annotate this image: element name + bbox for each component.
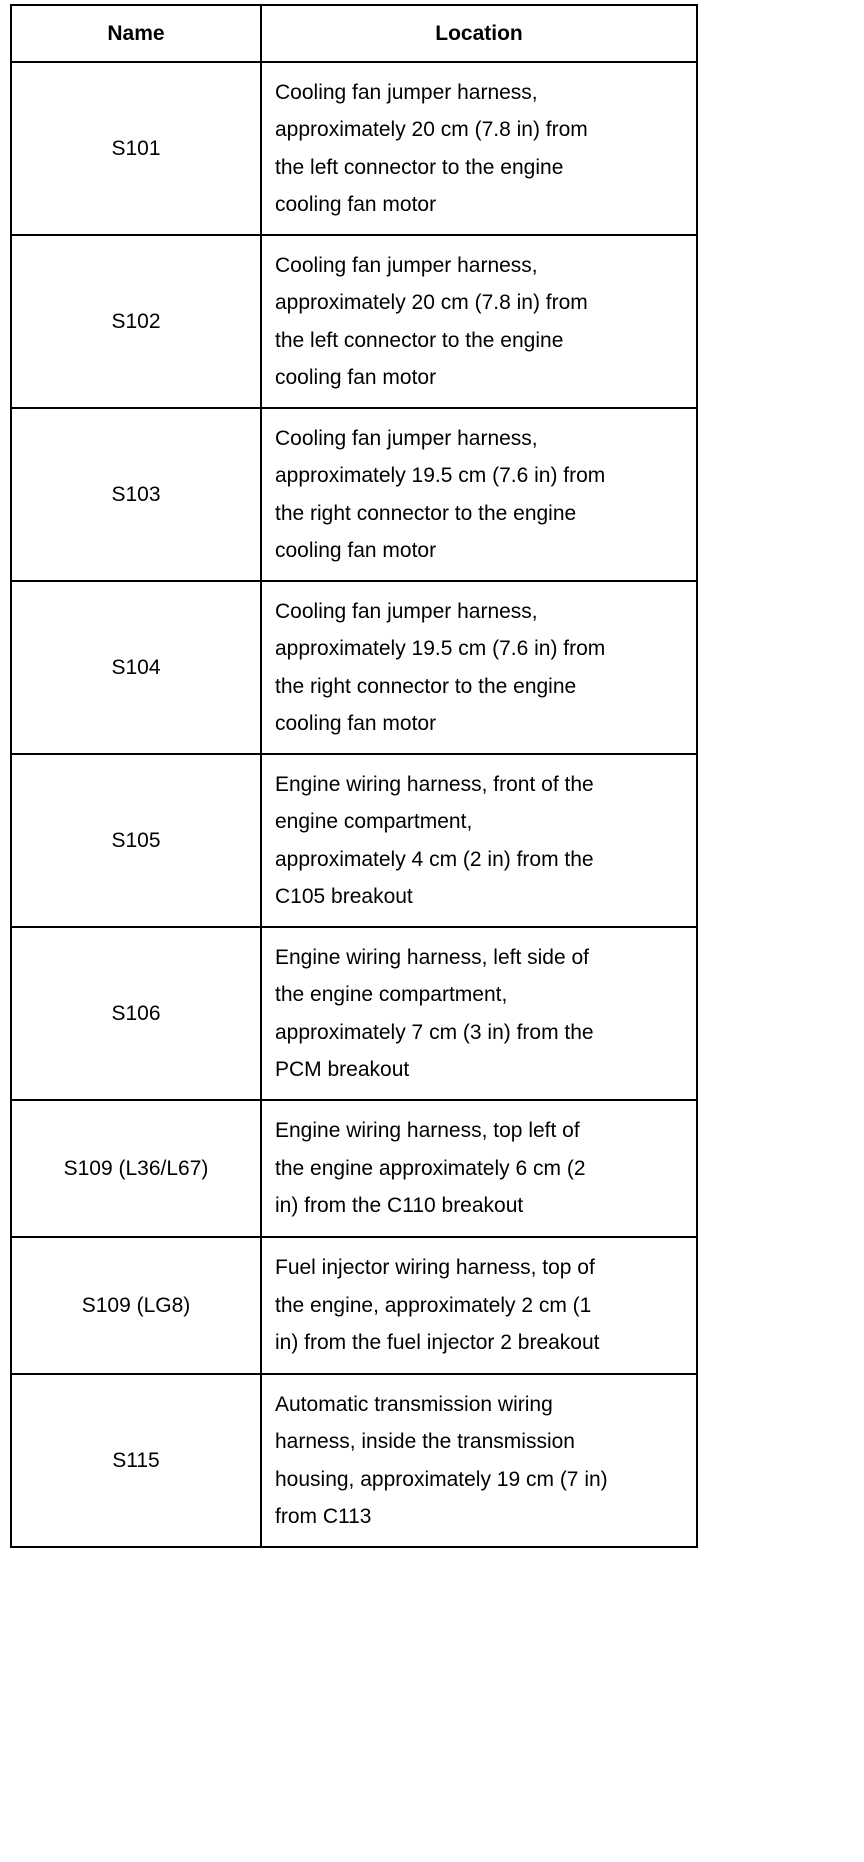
location-line: cooling fan motor <box>275 366 437 389</box>
location-line: Automatic transmission wiring <box>275 1392 553 1416</box>
location-line: Engine wiring harness, top left of <box>275 1119 580 1143</box>
splice-name: S105 <box>11 754 261 927</box>
location-line: PCM breakout <box>275 1058 410 1081</box>
table-row <box>11 1237 697 1374</box>
table-row <box>11 927 697 1100</box>
splice-location <box>261 1100 697 1237</box>
splice-location <box>261 927 697 1100</box>
location-line: in) from the C110 breakout <box>275 1194 524 1218</box>
table-row <box>11 1374 697 1547</box>
location-line: the right connector to the engine <box>275 674 577 698</box>
location-line: Cooling fan jumper harness, <box>275 426 538 450</box>
location-line: the left connector to the engine <box>275 155 564 179</box>
splice-location <box>261 754 697 927</box>
location-line: the left connector to the engine <box>275 328 564 352</box>
location-line: approximately 4 cm (2 in) from the <box>275 847 594 871</box>
location-line: Engine wiring harness, front of the <box>275 772 594 796</box>
location-line: the engine compartment, <box>275 983 508 1006</box>
name-column-header: Name <box>11 5 261 62</box>
location-line: cooling fan motor <box>275 193 437 216</box>
location-line: the right connector to the engine <box>275 501 577 525</box>
splice-name: S106 <box>11 927 261 1100</box>
table-row <box>11 62 697 235</box>
splice-name: S109 (L36/L67) <box>11 1100 261 1237</box>
splice-name: S101 <box>11 62 261 235</box>
table-row <box>11 408 697 581</box>
splice-name: S103 <box>11 408 261 581</box>
location-line: approximately 7 cm (3 in) from the <box>275 1020 594 1044</box>
location-column-header: Location <box>261 5 697 62</box>
location-line: approximately 20 cm (7.8 in) from <box>275 291 588 314</box>
location-line: the engine approximately 6 cm (2 <box>275 1156 586 1180</box>
location-line: Cooling fan jumper harness, <box>275 253 538 277</box>
location-line: Cooling fan jumper harness, <box>275 599 538 623</box>
table-row <box>11 1100 697 1237</box>
location-line: cooling fan motor <box>275 712 437 735</box>
location-line: in) from the fuel injector 2 breakout <box>275 1331 600 1355</box>
table-row <box>11 581 697 754</box>
location-line: Fuel injector wiring harness, top of <box>275 1256 595 1280</box>
header-row <box>11 5 697 62</box>
location-line: the engine, approximately 2 cm (1 <box>275 1293 592 1317</box>
location-line: approximately 19.5 cm (7.6 in) from <box>275 464 606 487</box>
location-line: C105 breakout <box>275 885 413 908</box>
location-line: Cooling fan jumper harness, <box>275 80 538 104</box>
location-line: cooling fan motor <box>275 539 437 562</box>
splice-location <box>261 62 697 235</box>
location-line: housing, approximately 19 cm (7 in) <box>275 1467 608 1491</box>
splice-location <box>261 581 697 754</box>
splice-name: S102 <box>11 235 261 408</box>
table-row <box>11 754 697 927</box>
splice-location <box>261 1374 697 1547</box>
splice-name: S115 <box>11 1374 261 1547</box>
location-line: harness, inside the transmission <box>275 1430 575 1453</box>
table-row <box>11 235 697 408</box>
splice-location-table <box>10 4 698 1548</box>
splice-location <box>261 408 697 581</box>
splice-location <box>261 235 697 408</box>
splice-location <box>261 1237 697 1374</box>
location-line: engine compartment, <box>275 810 473 833</box>
location-line: Engine wiring harness, left side of <box>275 945 590 969</box>
location-line: approximately 19.5 cm (7.6 in) from <box>275 637 606 660</box>
splice-name: S104 <box>11 581 261 754</box>
location-line: from C113 <box>275 1505 372 1528</box>
location-line: approximately 20 cm (7.8 in) from <box>275 118 588 141</box>
splice-name: S109 (LG8) <box>11 1237 261 1374</box>
